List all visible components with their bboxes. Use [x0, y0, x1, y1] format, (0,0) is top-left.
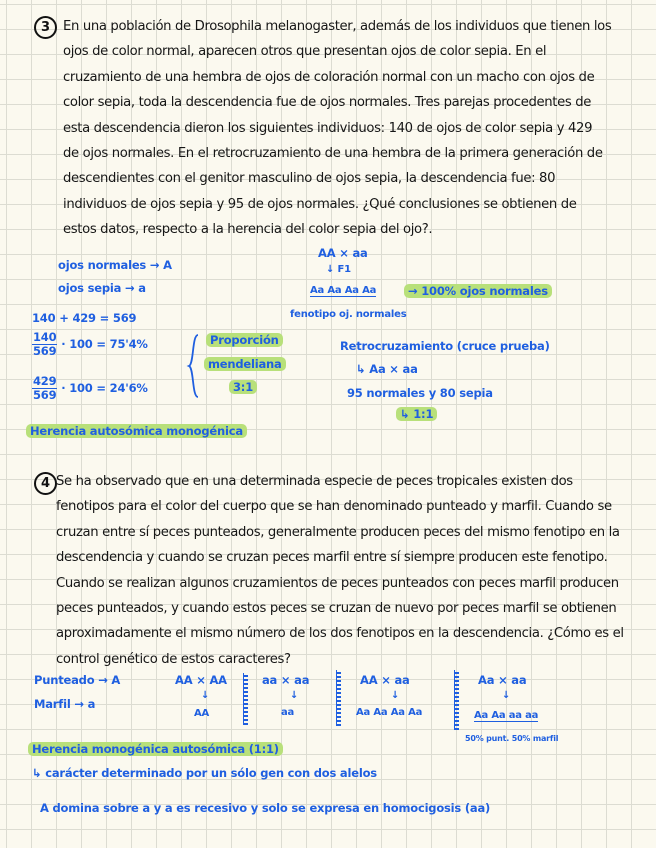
- note-f1-arrow: ↓ F1: [326, 264, 351, 275]
- note-percent-sepia: [32, 375, 148, 402]
- curly-brace-icon: [188, 334, 200, 398]
- question-3-line: de ojos normales. En el retrocruzamiento de una hembra de la primera generación de: [63, 146, 603, 162]
- question-4-line: fenotipos para el color del cuerpo que se han denominado punteado y marfil. Cuando se: [56, 499, 612, 515]
- note-cross-4-result: Aa Aa aa aa: [474, 710, 539, 721]
- note-cross-4-arrow: ↓: [502, 690, 511, 701]
- note-dominance: A domina sobre a y a es recesivo y solo se expresa en homocigosis (aa): [40, 801, 491, 815]
- note-retrocruzamiento: Retrocruzamiento (cruce prueba): [340, 339, 550, 353]
- note-cross-4: Aa × aa: [478, 673, 527, 687]
- note-retro-ratio: ↳ 1:1: [396, 407, 437, 421]
- divider-wavy: [336, 670, 341, 726]
- question-3-text: [63, 14, 611, 243]
- question-3-line: ojos de color normal, aparecen otros que presentan ojos de color sepia. En el: [63, 44, 547, 60]
- question-4-text: [56, 469, 624, 672]
- note-sum: 140 + 429 = 569: [32, 311, 137, 325]
- fraction-rest: · 100 = 75'4%: [61, 337, 148, 351]
- question-3-line: individuos de ojos sepia y 95 de ojos normales. ¿Qué conclusiones se obtienen de: [63, 196, 577, 212]
- divider-wavy: [454, 670, 459, 730]
- note-cross-parental: AA × aa: [318, 246, 368, 260]
- note-cross-2-arrow: ↓: [290, 690, 299, 701]
- note-cross-1-arrow: ↓: [201, 690, 210, 701]
- question-3-line: color sepia, toda la descendencia fue de ojos normales. Tres parejas procedentes de: [63, 95, 591, 111]
- question-3-line: esta descendencia dieron los siguientes individuos: 140 de ojos de color sepia y 429: [63, 120, 593, 136]
- fraction-rest: · 100 = 24'6%: [61, 381, 148, 395]
- note-punteado: Punteado → A: [34, 673, 121, 687]
- fraction: $\frac{429}{569}$: [33, 374, 57, 402]
- note-cross-3: AA × aa: [360, 673, 410, 687]
- note-caracter: ↳ carácter determinado por un sólo gen con dos alelos: [32, 766, 377, 780]
- question-3-line: estos datos, respecto a la herencia del color sepia del ojo?.: [63, 222, 433, 238]
- question-4-line: control genético de estos caracteres?: [56, 651, 291, 667]
- note-retro-cross: ↳ Aa × aa: [356, 362, 418, 376]
- question-4-line: aproximadamente el mismo número de los dos fenotipos en la descendencia. ¿Cómo es el: [56, 626, 624, 642]
- note-fenotipo: fenotipo oj. normales: [290, 309, 407, 320]
- note-cross-4-percent: 50% punt. 50% marfil: [465, 734, 559, 743]
- note-ojos-normales: ojos normales → A: [58, 258, 172, 272]
- question-3-line: cruzamiento de una hembra de ojos de coloración normal con un macho con ojos de: [63, 69, 595, 85]
- note-mendeliana: mendeliana: [204, 357, 286, 371]
- note-percent-normales: [32, 331, 148, 358]
- question-number-3: 3: [34, 16, 57, 39]
- note-f1-offspring: Aa Aa Aa Aa: [310, 285, 377, 296]
- question-4-line: peces punteados, y cuando estos peces se cruzan de nuevo por peces marfil se obtienen: [56, 601, 617, 617]
- note-cross-2-result: aa: [281, 707, 295, 718]
- note-ratio-3-1: 3:1: [229, 380, 257, 394]
- note-cross-2: aa × aa: [262, 673, 310, 687]
- fraction: $\frac{140}{569}$: [33, 330, 57, 358]
- note-cross-3-result: Aa Aa Aa Aa: [356, 707, 423, 718]
- note-marfil: Marfil → a: [34, 697, 96, 711]
- question-3-line: En una población de Drosophila melanogaster, además de los individuos que tienen los: [63, 19, 612, 34]
- divider-wavy: [243, 673, 248, 725]
- note-conclusion-q3: Herencia autosómica monogénica: [26, 424, 247, 438]
- note-f1-result: → 100% ojos normales: [404, 284, 552, 298]
- note-retro-result: 95 normales y 80 sepia: [347, 386, 493, 400]
- note-cross-1: AA × AA: [175, 673, 227, 687]
- note-cross-3-arrow: ↓: [391, 690, 400, 701]
- question-4-line: Se ha observado que en una determinada especie de peces tropicales existen dos: [56, 474, 573, 489]
- note-ojos-sepia: ojos sepia → a: [58, 281, 146, 295]
- question-number-4: 4: [34, 472, 57, 495]
- question-4-line: cruzan entre sí peces punteados, generalmente producen peces del mismo fenotipo en la: [56, 524, 620, 540]
- question-3-line: descendientes con el genitor masculino de ojos sepia, la descendencia fue: 80: [63, 171, 556, 187]
- question-4-line: descendencia y cuando se cruzan peces marfil entre sí siempre producen este fenotipo.: [56, 550, 608, 566]
- note-cross-1-result: AA: [194, 708, 210, 719]
- note-conclusion-q4: Herencia monogénica autosómica (1:1): [28, 742, 283, 756]
- question-4-line: Cuando se realizan algunos cruzamientos de peces punteados con peces marfil producen: [56, 575, 619, 591]
- note-proporcion: Proporción: [206, 333, 283, 347]
